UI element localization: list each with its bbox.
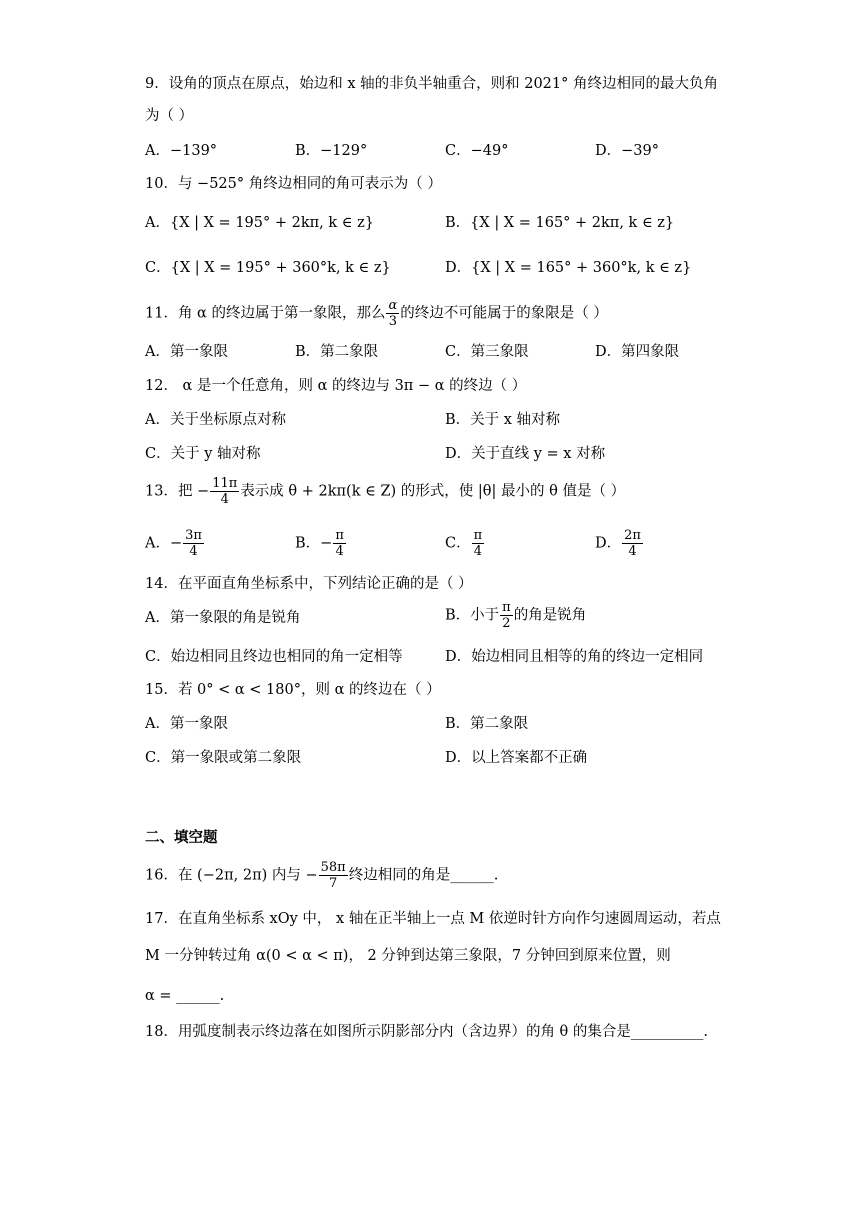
q16-frac-num: 58π — [320, 860, 346, 875]
q11-option-d: D．第四象限 — [595, 344, 680, 360]
q14-option-b — [445, 600, 586, 631]
q14-option-b-num: π — [502, 600, 511, 615]
q10-option-d: D．{X | X = 165° + 360°k, k ∈ z} — [445, 260, 692, 276]
q10-option-a: A．{X | X = 195° + 2kπ, k ∈ z} — [145, 215, 374, 231]
q13-option-b-num: π — [335, 528, 344, 543]
q13-option-c-den: 4 — [473, 544, 483, 559]
q13-option-c — [445, 528, 485, 559]
q9-option-c: C．−49° — [445, 143, 509, 159]
question-17-line-1: 17．在直角坐标系 xOy 中， x 轴在正半轴上一点 M 依逆时针方向作匀速圆周运动，若点 — [145, 911, 721, 927]
q11-option-a: A．第一象限 — [145, 344, 228, 360]
q9-option-d: D．−39° — [595, 143, 659, 159]
q13-option-a-frac — [183, 528, 204, 559]
q13-option-b-frac — [333, 528, 346, 559]
q12-option-b: B．关于 x 轴对称 — [445, 412, 561, 428]
q16-post: 终边相同的角是______. — [348, 867, 499, 884]
q15-option-c: C．第一象限或第二象限 — [145, 750, 302, 766]
q11-stem-post: 的终边不可能属于的象限是（ ） — [400, 305, 608, 322]
q15-option-d: D．以上答案都不正确 — [445, 750, 588, 766]
q14-option-c: C．始边相同且终边也相同的角一定相等 — [145, 649, 403, 665]
q15-option-a: A．第一象限 — [145, 716, 228, 732]
q14-option-a: A．第一象限的角是锐角 — [145, 610, 301, 626]
q13-option-c-label: C． — [445, 535, 471, 552]
question-13-stem — [145, 476, 625, 507]
q13-frac-den: 4 — [220, 492, 229, 507]
q11-option-b: B．第二象限 — [295, 344, 379, 360]
q11-fraction — [386, 298, 399, 329]
q13-option-c-num: π — [473, 528, 483, 543]
q11-option-c: C．第三象限 — [445, 344, 529, 360]
q13-option-d-num: 2π — [624, 528, 641, 543]
section-title-fill-blank: 二、填空题 — [145, 830, 218, 846]
question-12-stem: 12． α 是一个任意角，则 α 的终边与 3π − α 的终边（ ） — [145, 378, 527, 394]
q13-stem-post: 表示成 θ + 2kπ(k ∈ Z) 的形式，使 |θ| 最小的 θ 值是（ ） — [240, 483, 626, 500]
question-11-stem — [145, 298, 608, 329]
q13-option-a-den: 4 — [189, 544, 198, 559]
question-14-stem: 14．在平面直角坐标系中，下列结论正确的是（ ） — [145, 576, 473, 592]
q14-option-b-frac — [500, 600, 513, 631]
q13-option-d-label: D． — [595, 535, 622, 552]
q16-fraction — [319, 860, 348, 891]
q13-frac-num: 11π — [212, 476, 238, 491]
q10-option-b: B．{X | X = 165° + 2kπ, k ∈ z} — [445, 215, 675, 231]
q14-option-b-post: 的角是锐角 — [513, 607, 587, 624]
q10-option-c: C．{X | X = 195° + 360°k, k ∈ z} — [145, 260, 391, 276]
question-9-line-2: 为（ ） — [145, 108, 194, 124]
question-16 — [145, 860, 498, 891]
q11-stem-pre: 11．角 α 的终边属于第一象限，那么 — [145, 305, 386, 322]
question-17-line-3: α = ______. — [145, 988, 225, 1004]
q13-option-b-den: 4 — [335, 544, 344, 559]
q16-frac-den: 7 — [329, 876, 338, 891]
q16-pre: 16．在 (−2π, 2π) 内与 − — [145, 867, 318, 884]
q12-option-c: C．关于 y 轴对称 — [145, 446, 261, 462]
q9-option-a: A．−139° — [145, 143, 218, 159]
question-9-line-1: 9．设角的顶点在原点，始边和 x 轴的非负半轴重合，则和 2021° 角终边相同的最大负角 — [145, 76, 718, 92]
q13-option-d-frac — [622, 528, 643, 559]
q13-option-a-num: 3π — [185, 528, 202, 543]
q13-fraction — [210, 476, 239, 507]
q13-option-a — [145, 528, 205, 559]
q13-option-b-label: B．− — [295, 535, 333, 552]
q11-frac-num: α — [388, 298, 398, 313]
q13-option-b — [295, 528, 347, 559]
question-15-stem: 15．若 0° < α < 180°，则 α 的终边在（ ） — [145, 682, 441, 698]
q14-option-b-den: 2 — [502, 616, 511, 631]
q13-option-a-label: A．− — [145, 535, 183, 552]
q12-option-d: D．关于直线 y = x 对称 — [445, 446, 606, 462]
q13-option-d-den: 4 — [628, 544, 637, 559]
question-18: 18．用弧度制表示终边落在如图所示阴影部分内（含边界）的角 θ 的集合是__________. — [145, 1024, 709, 1040]
question-10-stem: 10．与 −525° 角终边相同的角可表示为（ ） — [145, 176, 442, 192]
q15-option-b: B．第二象限 — [445, 716, 529, 732]
q14-option-d: D．始边相同且相等的角的终边一定相同 — [445, 649, 704, 665]
q11-frac-den: 3 — [388, 314, 397, 329]
question-17-line-2: M 一分钟转过角 α(0 < α < π)， 2 分钟到达第三象限，7 分钟回到原来位置，则 — [145, 948, 671, 964]
q13-option-d — [595, 528, 644, 559]
q13-stem-pre: 13．把 − — [145, 483, 210, 500]
q9-option-b: B．−129° — [295, 143, 368, 159]
q14-option-b-pre: B．小于 — [445, 607, 500, 624]
q12-option-a: A．关于坐标原点对称 — [145, 412, 286, 428]
q13-option-c-frac — [472, 528, 485, 559]
